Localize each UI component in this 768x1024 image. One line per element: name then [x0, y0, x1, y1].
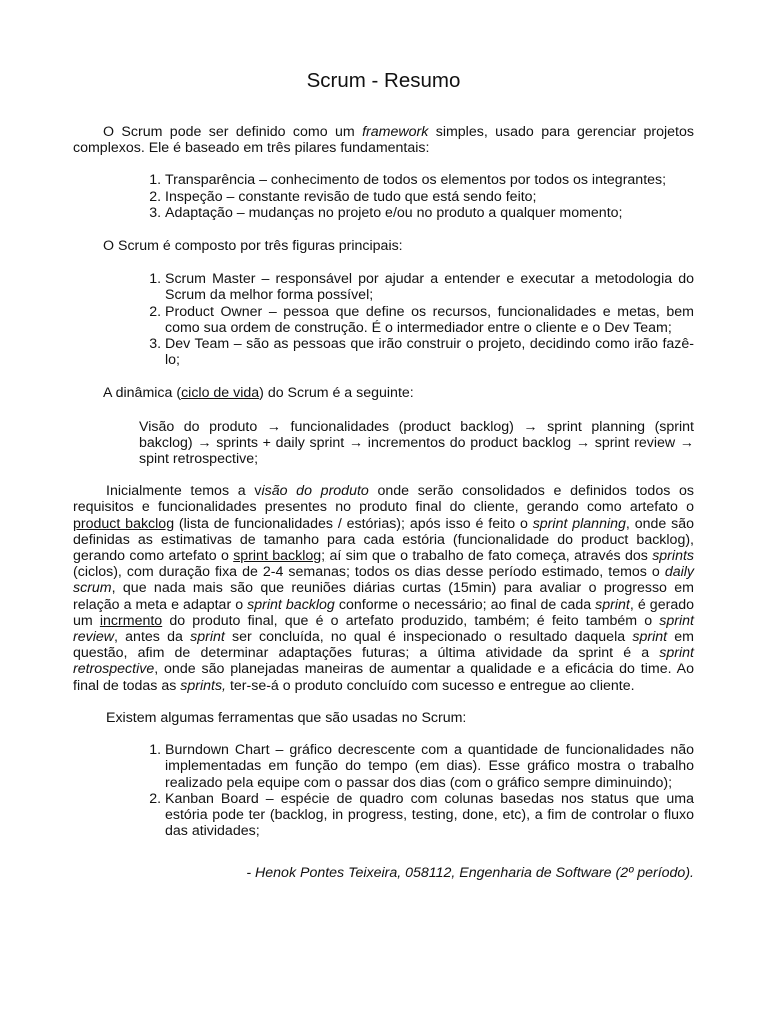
list-item: 1. Burndown Chart – gráfico decrescente com a quantidade de funcionalidades não implementadas em função do tempo (em dias). Esse gráfico mostra o trabalho realizado pela equipe com o passar dos dias (com o gráfico sempre diminuindo);	[165, 742, 694, 791]
list-item: 1. Transparência – conhecimento de todos os elementos por todos os integrantes;	[165, 172, 694, 188]
page-title: Scrum - Resumo	[306, 69, 461, 92]
list-item: 2. Inspeção – constante revisão de tudo que está sendo feito;	[165, 189, 694, 205]
body-underline: incrmento	[99, 612, 163, 629]
body-emphasis: sprints	[652, 548, 694, 565]
document-page	[73, 68, 694, 882]
dynamic-intro	[73, 385, 694, 401]
body-text: , onde são definidas as estimativas de tamanho para cada estória (funcionalidade do product backlog), gerando como artefato o	[73, 515, 694, 565]
tools-list	[73, 742, 694, 839]
body-emphasis: sprint	[632, 629, 668, 646]
body-emphasis: daily scrum	[73, 564, 694, 597]
list-item: 3. Dev Team – são as pessoas que irão construir o projeto, decidindo como irão fazê-lo;	[165, 336, 694, 368]
body-text: aí sim que o trabalho de fato começa, através dos	[325, 548, 653, 565]
body-paragraph	[73, 483, 694, 694]
body-emphasis: isão do produto	[261, 483, 369, 500]
intro-emphasis: framework	[362, 124, 429, 140]
signature: - Henok Pontes Teixeira, 058112, Engenharia de Software (2º período).	[246, 865, 694, 882]
body-text: (ciclos), com duração fixa de 2-4 semanas; todos os dias desse período estimado, temos o	[73, 564, 665, 581]
dynamic-underline: ciclo de vida	[181, 385, 260, 402]
list-item: 2. Kanban Board – espécie de quadro com colunas basedas nos status que uma estória pode ter (backlog, in progress, testing, done, etc), a fim de controlar o fluxo das atividades;	[165, 791, 694, 840]
figures-list	[73, 271, 694, 368]
body-underline: product bakclog	[73, 515, 175, 532]
body-text: onde serão consolidados e definidos todos os requisitos e funcionalidades presentes no produto final do cliente, gerando como artefato o	[73, 483, 694, 516]
list-item: 3. Adaptação – mudanças no projeto e/ou no produto a qualquer momento;	[165, 205, 694, 221]
body-underline: sprint backlog;	[233, 548, 326, 565]
body-text: ser concluída, no qual é inspecionado o resultado daquela	[224, 629, 633, 646]
dynamic-text: A dinâmica (	[103, 385, 182, 402]
body-text: , antes da	[114, 629, 191, 646]
body-emphasis: sprint backlog	[247, 596, 335, 613]
body-text: em questão, afim de determinar adaptações futuras; a última atividade da sprint é a	[73, 629, 694, 662]
body-text: Inicialmente temos a v	[106, 483, 262, 500]
body-text: , que nada mais são que reuniões diárias curtas (15min) para avaliar o progresso em relação a meta e adaptar o	[73, 580, 694, 613]
body-emphasis: sprint retrospective	[73, 645, 694, 678]
intro-text: O Scrum pode ser definido como um	[103, 124, 363, 140]
figures-intro: O Scrum é composto por três figuras principais:	[103, 238, 403, 255]
list-item: 1. Scrum Master – responsável por ajudar a entender e executar a metodologia do Scrum da melhor forma possível;	[165, 271, 694, 303]
body-text: (lista de funcionalidades / estórias); após isso é feito o	[174, 515, 533, 532]
intro-paragraph	[73, 124, 694, 156]
body-emphasis: sprint	[595, 596, 630, 613]
body-text: conforme o necessário; ao final de cada	[334, 596, 596, 613]
body-text: , onde são planejadas maneiras de aumentar a qualidade e a eficácia do time. Ao final de todas as	[73, 661, 694, 694]
body-emphasis: sprints,	[180, 677, 226, 694]
pillars-list	[73, 172, 694, 221]
body-text: do produto final, que é o artefato produzido, também; é feito também o	[162, 612, 660, 629]
lifecycle-flow: Visão do produto → funcionalidades (product backlog) → sprint planning (sprint bakclog) → sprints + daily sprint → incrementos do product backlog → sprint review → spint retrospective;	[139, 418, 694, 468]
dynamic-text: ) do Scrum é a seguinte:	[259, 385, 414, 402]
tools-intro: Existem algumas ferramentas que são usadas no Scrum:	[106, 709, 467, 726]
body-text: , é gerado um	[73, 596, 694, 629]
body-text: ter-se-á o produto concluído com sucesso e entregue ao cliente.	[226, 677, 635, 694]
body-emphasis: sprint planning	[532, 515, 626, 532]
intro-text: simples, usado para gerenciar projetos complexos. Ele é baseado em três pilares fundamentais:	[73, 124, 694, 157]
list-item: 2. Product Owner – pessoa que define os recursos, funcionalidades e metas, bem como sua ordem de construção. É o intermediador entre o cliente e o Dev Team;	[165, 304, 694, 336]
body-emphasis: sprint	[190, 629, 225, 646]
body-emphasis: sprint review	[73, 612, 694, 646]
